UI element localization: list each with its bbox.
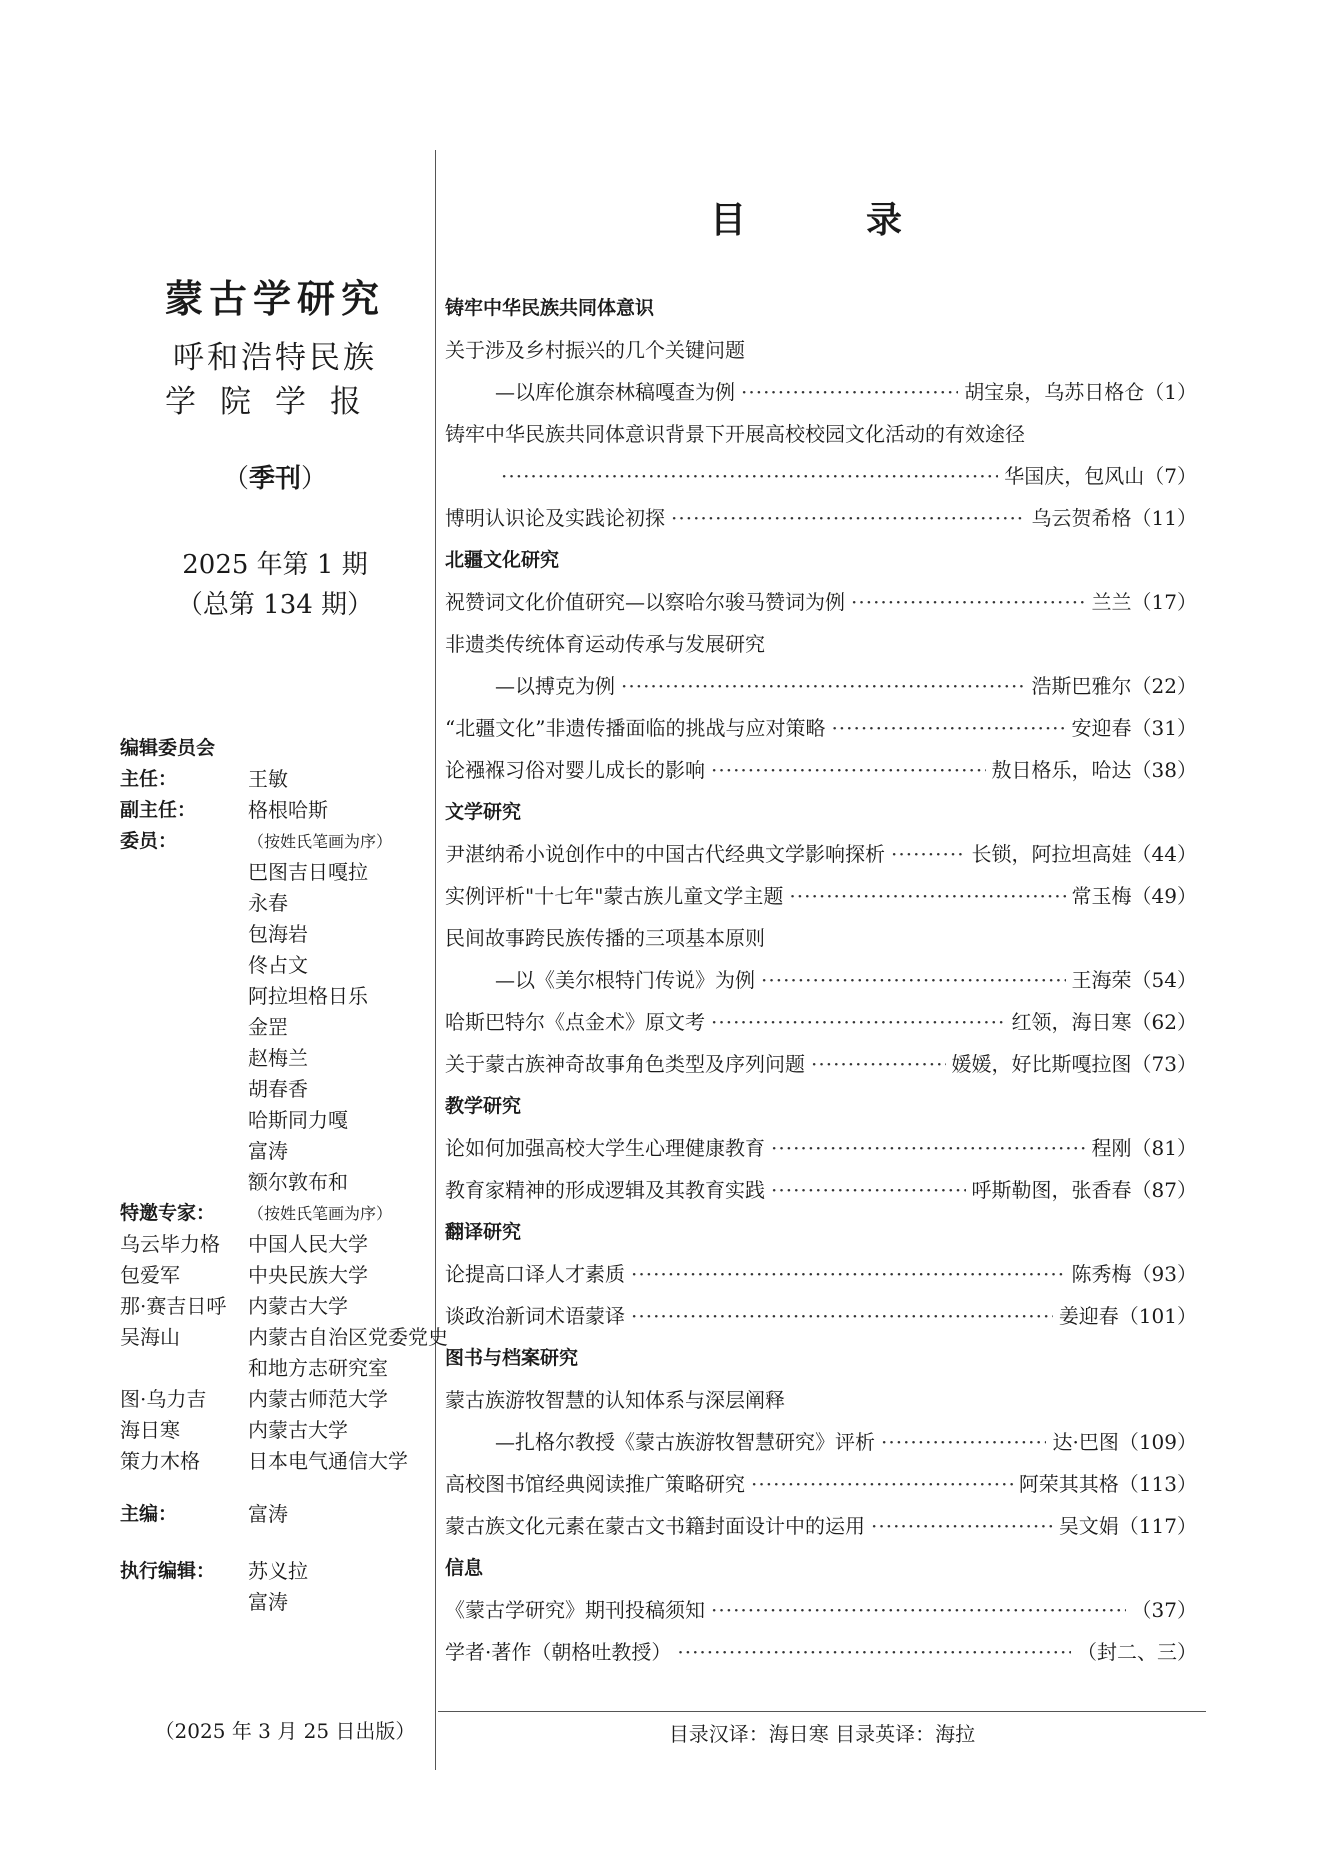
toc-entry-title: 实例评析"十七年"蒙古族儿童文学主题 xyxy=(445,884,784,908)
journal-subtitle-line2: 学院学报 xyxy=(165,384,385,420)
toc-entry xyxy=(445,1295,1197,1337)
toc-section-heading: 铸牢中华民族共同体意识 xyxy=(445,297,655,319)
expert-row xyxy=(120,1384,450,1415)
toc-section-heading: 教学研究 xyxy=(445,1095,522,1117)
board-member: 永春 xyxy=(248,891,288,915)
toc-section-heading: 文学研究 xyxy=(445,801,522,823)
expert-row xyxy=(120,1229,450,1260)
toc-entry-title: 关于蒙古族神奇故事角色类型及序列问题 xyxy=(445,1052,805,1076)
toc-leader-dots xyxy=(741,371,958,413)
toc-entry-author-page: 常玉梅（49） xyxy=(1071,884,1197,908)
toc-entry-title: 蒙古族文化元素在蒙古文书籍封面设计中的运用 xyxy=(445,1514,865,1538)
toc-entry-author-page: 吴文娟（117） xyxy=(1058,1514,1197,1538)
expert-row xyxy=(120,1291,450,1322)
toc-entry-author-page: 呼斯勒图，张香春（87） xyxy=(971,1178,1197,1202)
toc-entry-author-page: 王海荣（54） xyxy=(1071,968,1197,992)
expert-row xyxy=(120,1415,450,1446)
board-deputy: 副主任： 格根哈斯 xyxy=(120,798,328,822)
expert-name: 吴海山 xyxy=(120,1325,180,1349)
toc-leader-dots xyxy=(621,665,1026,707)
toc-entry xyxy=(445,1169,1197,1211)
board-member: 佟占文 xyxy=(248,953,308,977)
board-member: 包海岩 xyxy=(248,922,308,946)
toc-entry-author-page: 阿荣其其格（113） xyxy=(1018,1472,1197,1496)
toc-leader-dots xyxy=(771,1127,1086,1169)
toc-leader-dots xyxy=(711,1001,1006,1043)
toc-entry-title: 博明认识论及实践论初探 xyxy=(445,506,665,530)
expert-institution: 中国人民大学 xyxy=(248,1232,368,1256)
toc-entry-title: 哈斯巴特尔《点金术》原文考 xyxy=(445,1010,705,1034)
toc-entry xyxy=(445,1589,1197,1631)
toc-entry-title: 《蒙古学研究》期刊投稿须知 xyxy=(445,1598,705,1622)
toc-entry xyxy=(445,455,1197,497)
toc-entry xyxy=(445,1421,1197,1463)
expert-institution: 中央民族大学 xyxy=(248,1263,368,1287)
issue-number: 2025 年第 1 期 xyxy=(182,550,368,580)
toc-entry xyxy=(445,749,1197,791)
board-member: 阿拉坦格日乐 xyxy=(248,984,368,1008)
toc-entry-author-page: 程刚（81） xyxy=(1091,1136,1197,1160)
expert-institution: 内蒙古自治区党委党史和地方志研究室 xyxy=(248,1325,448,1380)
expert-name: 策力木格 xyxy=(120,1449,200,1473)
toc-entry-title: —以《美尔根特门传说》为例 xyxy=(495,968,755,992)
toc-leader-dots xyxy=(771,1169,966,1211)
expert-name: 图·乌力吉 xyxy=(120,1387,207,1411)
toc-entry-title: —以搏克为例 xyxy=(495,674,615,698)
toc-entry-title: 学者·著作（朝格吐教授） xyxy=(445,1640,672,1664)
toc-entry xyxy=(445,665,1197,707)
toc-leader-dots xyxy=(851,581,1086,623)
toc-section-heading: 信息 xyxy=(445,1557,484,1579)
toc-article-title: 铸牢中华民族共同体意识背景下开展高校校园文化活动的有效途径 xyxy=(445,422,1025,446)
toc-entry-title: “北疆文化”非遗传播面临的挑战与应对策略 xyxy=(445,716,826,740)
toc-entry-title: 论襁褓习俗对婴儿成长的影响 xyxy=(445,758,705,782)
board-member: 金罡 xyxy=(248,1015,288,1039)
expert-institution: 日本电气通信大学 xyxy=(248,1449,408,1473)
toc-entry xyxy=(445,1043,1197,1085)
expert-row xyxy=(120,1446,450,1477)
toc-leader-dots xyxy=(881,1421,1046,1463)
editorial-board xyxy=(120,733,450,1618)
toc-leader-dots xyxy=(891,833,966,875)
toc-entry-title: 论提高口译人才素质 xyxy=(445,1262,625,1286)
board-member: 赵梅兰 xyxy=(248,1046,308,1070)
board-member: 巴图吉日嘎拉 xyxy=(248,860,368,884)
board-member: 哈斯同力嘎 xyxy=(248,1108,348,1132)
footer-divider xyxy=(438,1711,1206,1712)
expert-name: 乌云毕力格 xyxy=(120,1232,220,1256)
toc-entry-author-page: 达·巴图（109） xyxy=(1052,1430,1197,1454)
toc-entry-author-page: 敖日格乐，哈达（38） xyxy=(991,758,1197,782)
experts-label-row: 特邀专家： （按姓氏笔画为序） xyxy=(120,1202,393,1224)
toc-entry-author-page: 华国庆，包风山（7） xyxy=(1004,464,1197,488)
toc-entry-author-page: 浩斯巴雅尔（22） xyxy=(1031,674,1197,698)
total-issue-number: （总第 134 期） xyxy=(176,590,374,620)
expert-name: 那·赛吉日呼 xyxy=(120,1294,227,1318)
board-member: 额尔敦布和 xyxy=(248,1170,348,1194)
toc-entry xyxy=(445,1253,1197,1295)
toc-leader-dots xyxy=(831,707,1065,749)
toc-entry-author-page: （37） xyxy=(1131,1598,1197,1622)
toc-article-title: 非遗类传统体育运动传承与发展研究 xyxy=(445,632,765,656)
toc-translation-credits: 目录汉译：海日寒 目录英译：海拉 xyxy=(668,1722,976,1746)
toc-entry xyxy=(445,1505,1197,1547)
toc-entry-title: —以库伦旗奈林稿嘎查为例 xyxy=(495,380,735,404)
toc-leader-dots xyxy=(761,959,1066,1001)
toc-section-heading: 北疆文化研究 xyxy=(445,549,560,571)
experts-list xyxy=(120,1229,450,1477)
toc-entry xyxy=(445,1463,1197,1505)
toc-entry xyxy=(445,1631,1197,1673)
toc-leader-dots xyxy=(811,1043,946,1085)
toc-entry-author-page: 安迎春（31） xyxy=(1071,716,1197,740)
toc-entry-author-page: 兰兰（17） xyxy=(1091,590,1197,614)
toc-article-title: 民间故事跨民族传播的三项基本原则 xyxy=(445,926,765,950)
toc-entry-title: 谈政治新词术语蒙译 xyxy=(445,1304,625,1328)
publication-date: （2025 年 3 月 25 日出版） xyxy=(154,1719,416,1743)
journal-subtitle-line1: 呼和浩特民族 xyxy=(173,340,377,376)
toc-entry-author-page: 胡宝泉，乌苏日格仓（1） xyxy=(964,380,1197,404)
toc-entry-title: 尹湛纳希小说创作中的中国古代经典文学影响探析 xyxy=(445,842,885,866)
board-members-list xyxy=(120,857,450,1198)
board-director: 主任： 王敏 xyxy=(120,767,288,791)
toc-entry-author-page: 媛媛，好比斯嘎拉图（73） xyxy=(951,1052,1197,1076)
toc-entry-author-page: 乌云贺希格（11） xyxy=(1031,506,1197,530)
expert-row xyxy=(120,1260,450,1291)
toc-section-heading: 翻译研究 xyxy=(445,1221,522,1243)
toc-section-heading: 图书与档案研究 xyxy=(445,1347,579,1369)
toc-leader-dots xyxy=(871,1505,1053,1547)
toc-entry xyxy=(445,959,1197,1001)
toc-entry-author-page: （封二、三） xyxy=(1077,1640,1197,1664)
toc-article-title: 蒙古族游牧智慧的认知体系与深层阐释 xyxy=(445,1388,785,1412)
toc-article-title: 关于涉及乡村振兴的几个关键问题 xyxy=(445,338,745,362)
publication-frequency: （季刊） xyxy=(222,464,328,494)
toc-title: 目录 xyxy=(710,200,1023,241)
board-member: 富涛 xyxy=(248,1139,288,1163)
expert-institution: 内蒙古大学 xyxy=(248,1294,348,1318)
toc-leader-dots xyxy=(751,1463,1013,1505)
chief-editor: 主编： 富涛 xyxy=(120,1502,288,1526)
board-members-label: 委员： （按姓氏笔画为序） xyxy=(120,830,393,852)
toc-leader-dots xyxy=(631,1295,1053,1337)
toc-entry xyxy=(445,833,1197,875)
expert-name: 海日寒 xyxy=(120,1418,180,1442)
toc-entry-title: 论如何加强高校大学生心理健康教育 xyxy=(445,1136,765,1160)
expert-institution: 内蒙古大学 xyxy=(248,1418,348,1442)
toc-entry-title: 祝赞词文化价值研究—以察哈尔骏马赞词为例 xyxy=(445,590,845,614)
toc-leader-dots xyxy=(789,875,1065,917)
toc-entry xyxy=(445,581,1197,623)
toc-entry-author-page: 红领，海日寒（62） xyxy=(1011,1010,1197,1034)
toc-entry xyxy=(445,1127,1197,1169)
toc-leader-dots xyxy=(501,455,998,497)
editorial-board-heading: 编辑委员会 xyxy=(120,737,216,759)
executive-editor: 富涛 xyxy=(248,1590,288,1614)
toc-leader-dots xyxy=(711,1589,1126,1631)
journal-title: 蒙古学研究 xyxy=(164,276,385,321)
toc-leader-dots xyxy=(671,497,1026,539)
toc-entry-title: —扎格尔教授《蒙古族游牧智慧研究》评析 xyxy=(495,1430,875,1454)
table-of-contents xyxy=(445,287,1197,1673)
toc-leader-dots xyxy=(631,1253,1066,1295)
toc-leader-dots xyxy=(677,1631,1071,1673)
toc-entry xyxy=(445,875,1197,917)
toc-entry-author-page: 陈秀梅（93） xyxy=(1071,1262,1197,1286)
toc-entry xyxy=(445,497,1197,539)
toc-entry xyxy=(445,707,1197,749)
executive-editors: 执行编辑： 苏义拉 富涛 xyxy=(120,1556,450,1618)
toc-entry-author-page: 姜迎春（101） xyxy=(1058,1304,1197,1328)
toc-entry-author-page: 长锁，阿拉坦高娃（44） xyxy=(971,842,1197,866)
executive-editor: 苏义拉 xyxy=(248,1559,308,1583)
expert-name: 包爱军 xyxy=(120,1263,180,1287)
expert-row xyxy=(120,1322,450,1384)
toc-leader-dots xyxy=(711,749,986,791)
toc-entry xyxy=(445,1001,1197,1043)
toc-entry xyxy=(445,371,1197,413)
toc-entry-title: 教育家精神的形成逻辑及其教育实践 xyxy=(445,1178,765,1202)
toc-entry-title: 高校图书馆经典阅读推广策略研究 xyxy=(445,1472,745,1496)
expert-institution: 内蒙古师范大学 xyxy=(248,1387,388,1411)
board-member: 胡春香 xyxy=(248,1077,308,1101)
